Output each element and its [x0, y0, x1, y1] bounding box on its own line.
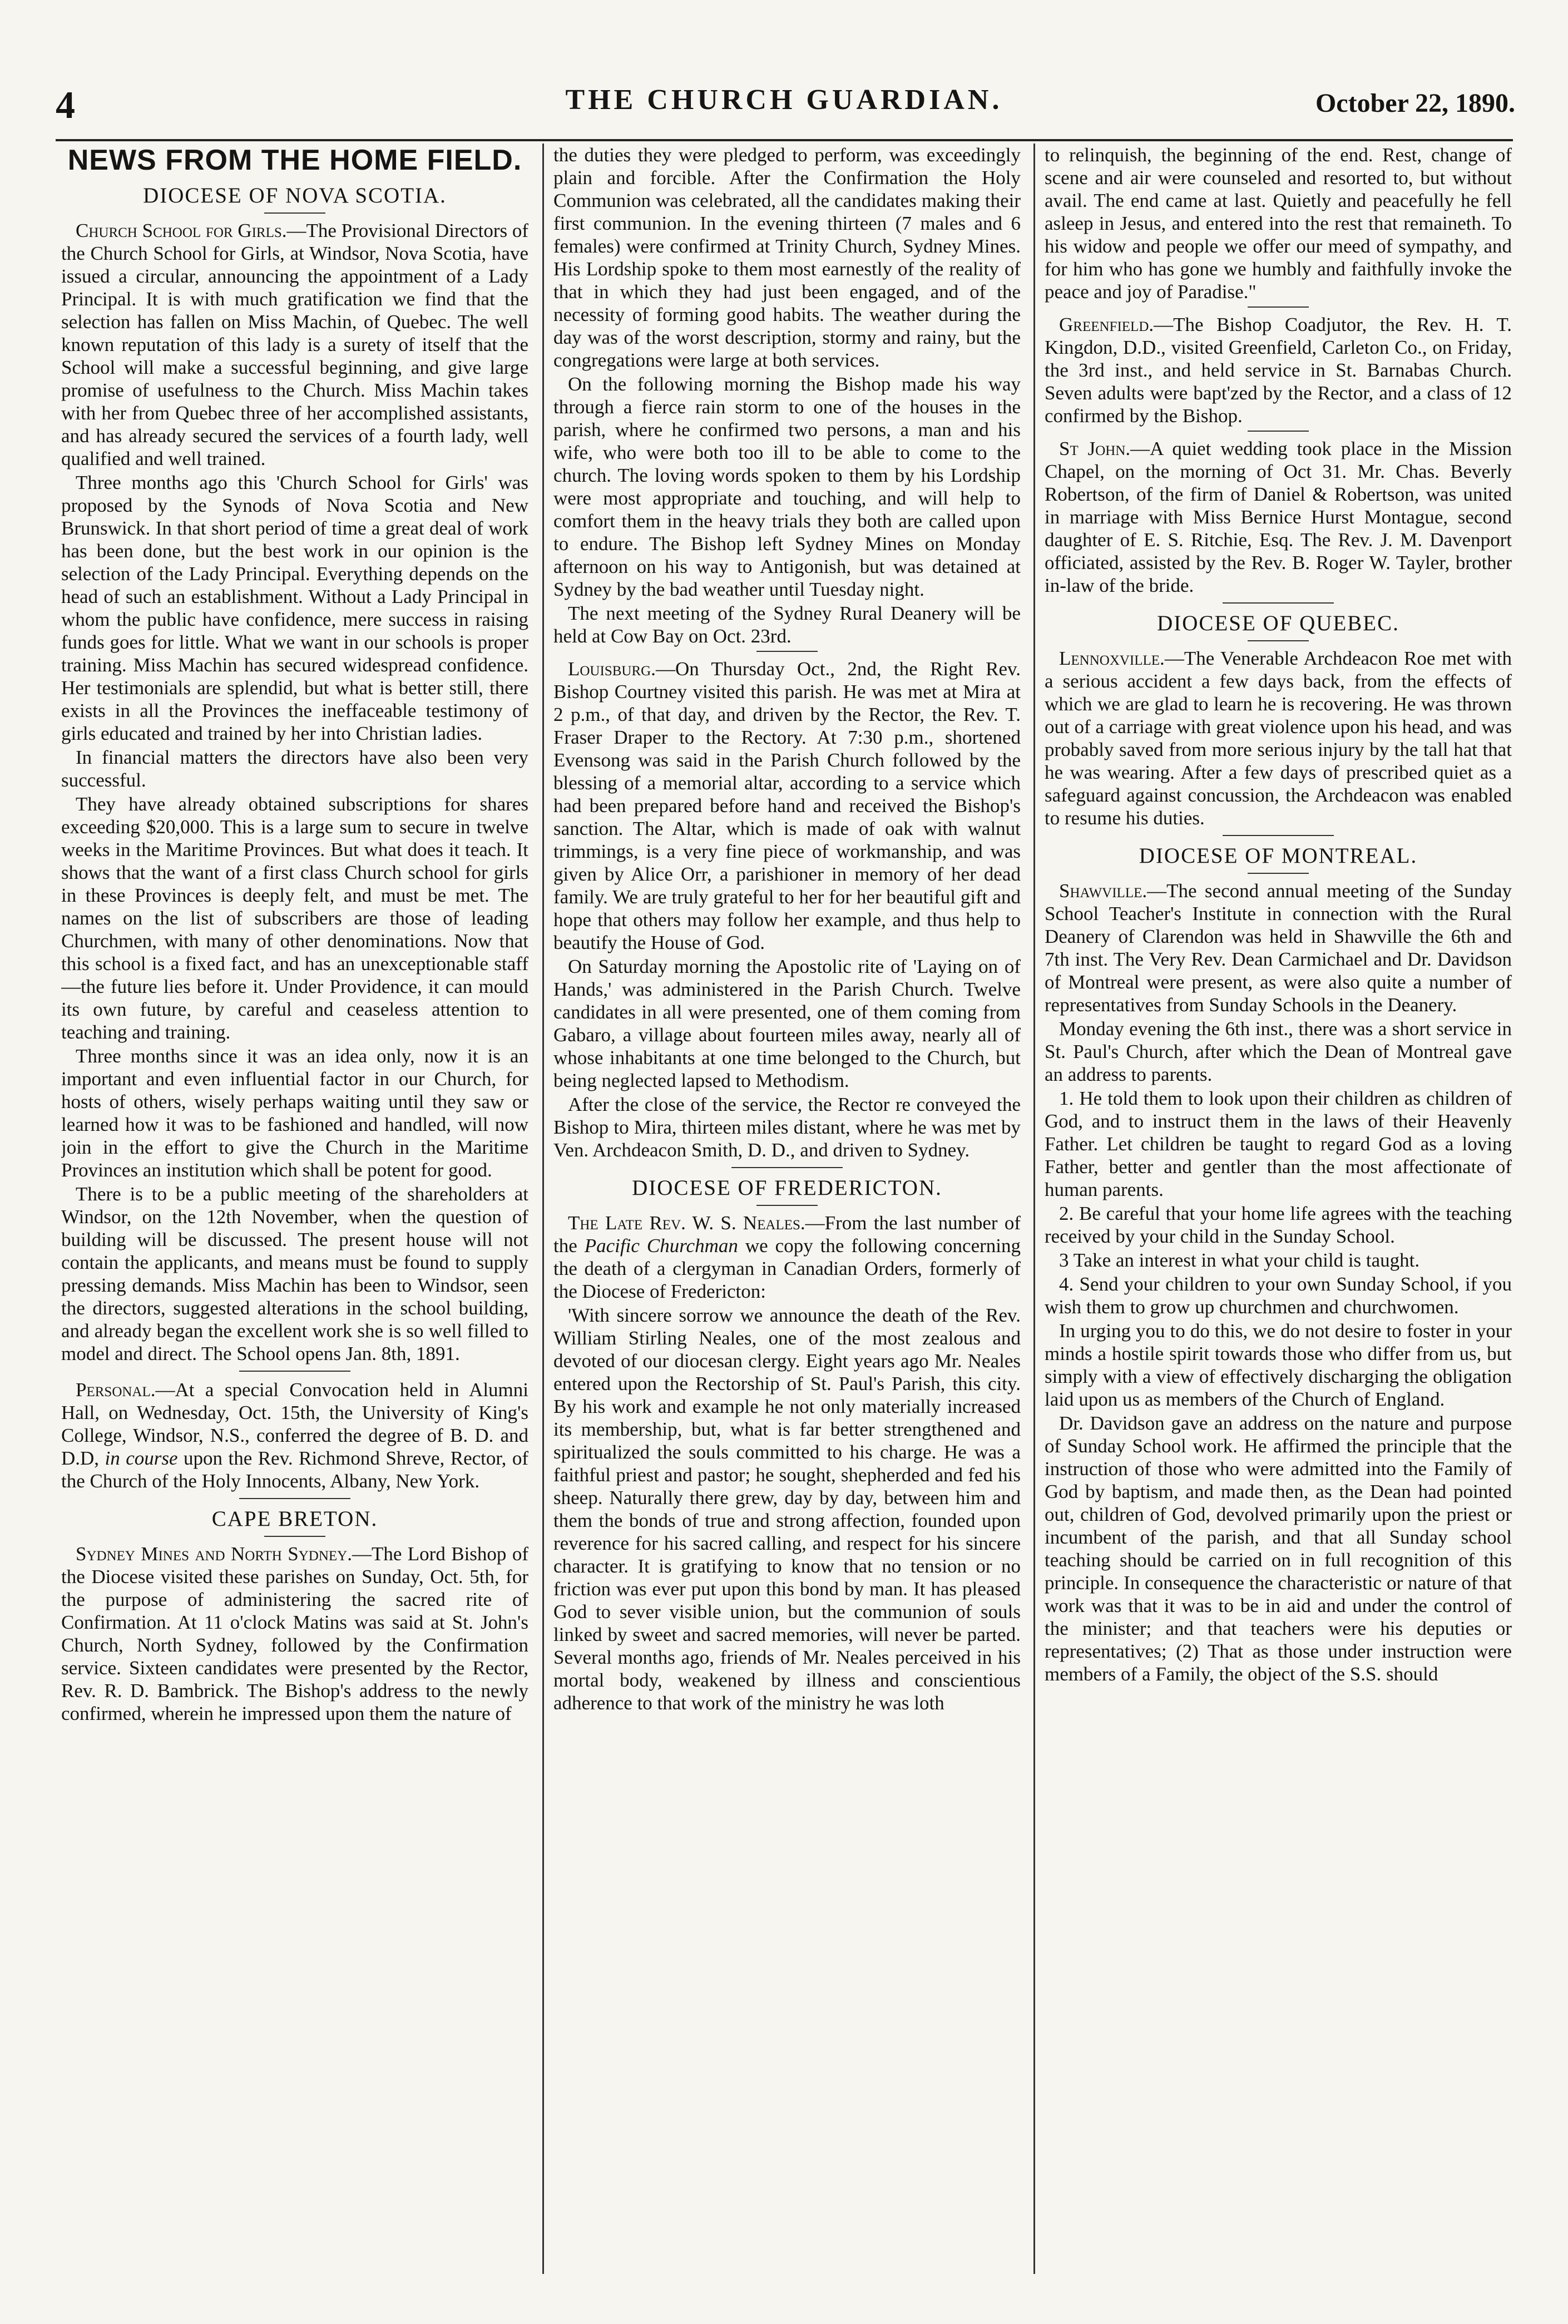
section-heading: DIOCESE OF NOVA SCOTIA. — [143, 184, 447, 207]
article-paragraph: On Saturday morning the Apostolic rite of 'Laying on of Hands,' was administered in the Parish Church. Twelve candidates in all were presented, one of them coming from Gabaro, a village about fourteen miles away, nearly all of whose inhabitants at one time belonged to the Church, but being neglected lapsed to Methodism. — [553, 956, 1021, 1091]
article-paragraph: Three months since it was an idea only, now it is an important and even influential factor in our Church, for hosts of others, wisely perhaps waiting until they saw or learned how it was to be fashioned and handled, will now join in the effort to give the Church in the Maritime Provinces an institution which shall be potent for good. — [61, 1045, 528, 1181]
article-paragraph: In financial matters the directors have also been very successful. — [61, 746, 528, 791]
article-paragraph: 3 Take an interest in what your child is taught. — [1059, 1249, 1420, 1271]
article-paragraph: St John.—A quiet wedding took place in the Mission Chapel, on the morning of Oct 31. Mr. Chas. Beverly Robertson, of the firm of Daniel & Robertson, was united in marriage with Miss Bernice Hurst Montague, second daughter of E. S. Ritchie, Esq. The Rev. J. M. Davenport officiated, assisted by the Rev. B. Roger W. Tayler, brother in-law of the bride. — [1045, 438, 1512, 596]
divider — [731, 1167, 843, 1168]
article-paragraph: Greenfield.—The Bishop Coadjutor, the Rev. H. T. Kingdon, D.D., visited Greenfield, Carleton Co., on Friday, the 3rd inst., and held service in St. Barnabas Church. Seven adults were bapt'zed by the Rector, and a class of 12 confirmed by the Bishop. — [1045, 314, 1512, 427]
masthead — [0, 83, 1568, 133]
article-paragraph: 'With sincere sorrow we announce the death of the Rev. William Stirling Neales, one of the most zealous and devoted of our diocesan clergy. Eight years ago Mr. Neales entered upon the Rectorship of St. Paul's Parish, this city. By his work and example he not only materially increased its membership, but, what is far better strengthened and spiritualized the souls committed to his charge. He was a faithful priest and pastor; he sought, shepherded and fed his sheep. Naturally there grew, day by day, between him and them the bonds of true and strong affection, founded upon reverence for his sacred calling, and respect for his sincere character. It is gratifying to know that no tension or no friction was ever put upon this bond by man. It has pleased God to sever visible union, but the communion of souls linked by sweet and sacred memories, will never be parted. Several months ago, friends of Mr. Neales perceived in his mortal body, weakened by illness and conscientious adherence to that work of the ministry he was loth — [553, 1304, 1021, 1714]
divider — [1248, 306, 1309, 308]
article-paragraph: the duties they were pledged to perform, was exceedingly plain and forcible. After the Confirmation the Holy Communion was celebrated, all the candidates making their first communion. In the evening thirteen (7 males and 6 females) were confirmed at Trinity Church, Sydney Mines. His Lordship spoke to them most earnestly of the reality of that in which they had just been engaged, and of the necessity of forming good habits. The weather during the day was of the worst description, stormy and rainy, but the congregations were large at both services. — [553, 144, 1021, 371]
divider — [1248, 431, 1309, 432]
divider — [1223, 602, 1334, 604]
column-2 — [553, 144, 1021, 2274]
main-headline: NEWS FROM THE HOME FIELD. — [67, 144, 522, 176]
column-rule — [542, 144, 544, 2274]
top-rule — [56, 139, 1513, 141]
divider — [756, 1205, 818, 1206]
divider — [239, 1371, 350, 1372]
article-paragraph: In urging you to do this, we do not desire to foster in your minds a hostile spirit towards those who differ from us, but simply with a view of effectively discharging the obligation laid upon us as members of the Church of England. — [1045, 1320, 1512, 1410]
divider — [1223, 835, 1334, 836]
divider — [1248, 640, 1309, 641]
article-paragraph: Personal.—At a special Convocation held in Alumni Hall, on Wednesday, Oct. 15th, the University of King's College, Windsor, N.S., conferred the degree of B. D. and D.D, in course upon the Rev. Richmond Shreve, Rector, of the Church of the Holy Innocents, Albany, New York. — [61, 1379, 528, 1492]
article-paragraph: 4. Send your children to your own Sunday School, if you wish them to grow up churchmen and churchwomen. — [1045, 1273, 1512, 1318]
section-heading: DIOCESE OF QUEBEC. — [1157, 611, 1399, 635]
issue-date: October 22, 1890. — [1315, 88, 1515, 118]
divider — [239, 1498, 350, 1499]
divider — [756, 651, 818, 652]
article-paragraph: There is to be a public meeting of the shareholders at Windsor, on the 12th November, when the question of building will be discussed. The present house will not contain the applicants, and means must be found to supply pressing demands. Miss Machin has been to Windsor, seen the directors, suggested alterations in the school building, and already began the excellent work she is so well filled to model and direct. The School opens Jan. 8th, 1891. — [61, 1183, 528, 1364]
article-paragraph: to relinquish, the beginning of the end. Rest, change of scene and air were counseled and resorted to, but without avail. The end came at last. Quietly and peacefully he fell asleep in Jesus, and entered into the rest that remaineth. To his widow and people we offer our meed of sympathy, and for him who has gone we humbly and faithfully invoke the peace and joy of Paradise." — [1045, 144, 1512, 303]
article-paragraph: The Late Rev. W. S. Neales.—From the last number of the Pacific Churchman we copy the following concerning the death of a clergyman in Canadian Orders, formerly of the Diocese of Fredericton: — [553, 1212, 1021, 1302]
article-paragraph: On the following morning the Bishop made his way through a fierce rain storm to one of the houses in the parish, where he confirmed two persons, a man and his wife, who were both too ill to be able to come to the church. The loving words spoken to them by his Lordship were most appropriate and touching, and will help to comfort them in the heavy trials they both are called upon to endure. The Bishop left Sydney Mines on Monday afternoon on his way to Antigonish, but was detained at Sydney by the bad weather until Tuesday night. — [553, 373, 1021, 600]
section-heading: DIOCESE OF MONTREAL. — [1139, 844, 1418, 868]
divider — [264, 212, 325, 214]
section-heading: CAPE BRETON. — [211, 1507, 378, 1531]
article-paragraph: Church School for Girls.—The Provisional Directors of the Church School for Girls, at Windsor, Nova Scotia, have issued a circular, announcing the appointment of a Lady Principal. It is with much gratification we find that the selection has fallen on Miss Machin, of Quebec. The well known reputation of this lady is a surety of itself that the School will make a successful beginning, and give large promise of usefulness to the Church. Miss Machin takes with her from Quebec three of her accomplished assistants, and has already secured the services of a fourth lady, well qualified and well trained. — [61, 220, 528, 469]
article-paragraph: 2. Be careful that your home life agrees with the teaching received by your child in the Sunday School. — [1045, 1203, 1512, 1247]
article-paragraph: 1. He told them to look upon their children as children of God, and to instruct them in the laws of their Heavenly Father. Let children be taught to regard God as a loving Father, better and gentler than the most affectionate of human parents. — [1045, 1087, 1512, 1200]
divider — [264, 1536, 325, 1537]
masthead-title: THE CHURCH GUARDIAN. — [565, 84, 1003, 116]
column-3 — [1045, 144, 1512, 2274]
section-heading: DIOCESE OF FREDERICTON. — [632, 1176, 942, 1200]
article-paragraph: Louisburg.—On Thursday Oct., 2nd, the Right Rev. Bishop Courtney visited this parish. He was met at Mira at 2 p.m., of that day, and driven by the Rector, the Rev. T. Fraser Draper to the Rectory. At 7:30 p.m., shortened Evensong was said in the Parish Church followed by the blessing of a memorial altar, according to a service which had been prepared before hand and received the Bishop's sanction. The Altar, which is made of oak with walnut trimmings, is a very fine piece of workmanship, and was given by Alice Orr, a parishioner in memory of her dead family. We are truly grateful to her for her beautiful gift and hope that others may follow her example, and thus help to beautify the House of God. — [553, 658, 1021, 953]
article-paragraph: Sydney Mines and North Sydney.—The Lord Bishop of the Diocese visited these parishes on Sunday, Oct. 5th, for the purpose of administering the sacred rite of Confirmation. At 11 o'clock Matins was said at St. John's Church, North Sydney, followed by the Confirmation service. Sixteen candidates were presented by the Rector, Rev. R. D. Bambrick. The Bishop's address to the newly confirmed, wherein he impressed upon them the nature of — [61, 1543, 528, 1724]
page-number: 4 — [56, 84, 75, 127]
article-paragraph: After the close of the service, the Rector re conveyed the Bishop to Mira, thirteen miles distant, where he was met by Ven. Archdeacon Smith, D. D., and driven to Sydney. — [553, 1094, 1021, 1161]
article-paragraph: The next meeting of the Sydney Rural Deanery will be held at Cow Bay on Oct. 23rd. — [553, 602, 1021, 647]
article-paragraph: Shawville.—The second annual meeting of the Sunday School Teacher's Institute in connection with the Rural Deanery of Clarendon was held in Shawville the 6th and 7th inst. The Very Rev. Dean Carmichael and Dr. Davidson of Montreal were present, as were also quite a number of representatives from Sunday Schools in the Deanery. — [1045, 880, 1512, 1016]
divider — [1248, 873, 1309, 874]
article-paragraph: Dr. Davidson gave an address on the nature and purpose of Sunday School work. He affirmed the principle that the instruction of those who were admitted into the Family of God by baptism, and made then, as the Dean had pointed out, children of God, devolved primarily upon the priest or incumbent of the parish, and that all Sunday school teaching should be carried on in full recognition of this principle. In consequence the characteristic or nature of that work was that it was to be in aid and under the control of the minister; and that teachers were his deputies or representatives; (2) That as those under instruction were members of a Family, the object of the S.S. should — [1045, 1412, 1512, 1685]
article-paragraph: Three months ago this 'Church School for Girls' was proposed by the Synods of Nova Scotia and New Brunswick. In that short period of time a great deal of work has been done, but the best work in our opinion is the selection of the Lady Principal. Everything depends on the head of such an establishment. Without a Lady Principal in whom the public have confidence, mere success in raising funds goes for little. What we want in our schools is proper training. Miss Machin has secured widespread confidence. Her testimonials are splendid, but what is better still, there exists in all the Provinces the ineffaceable testimony of girls educated and trained by her into Christian ladies. — [61, 472, 528, 744]
article-paragraph: Monday evening the 6th inst., there was a short service in St. Paul's Church, after which the Dean of Montreal gave an address to parents. — [1045, 1018, 1512, 1085]
article-paragraph: They have already obtained subscriptions for shares exceeding $20,000. This is a large sum to secure in twelve weeks in the Maritime Provinces. But what does it teach. It shows that the want of a first class Church school for girls in these Provinces is deeply felt, and must be met. The names on the list of subscribers are those of leading Churchmen, with many of other denominations. Now that this school is a fixed fact, and has an unexceptionable staff—the future lies before it. Under Providence, it can mould its own future, by careful and ceaseless attention to teaching and training. — [61, 793, 528, 1043]
article-paragraph: Lennoxville.—The Venerable Archdeacon Roe met with a serious accident a few days back, from the effects of which we are glad to learn he is recovering. He was thrown out of a carriage with great violence upon his head, and was probably saved from more serious injury by the tall hat that he was wearing. After a few days of prescribed quiet as a safeguard against concussion, the Archdeacon was enabled to resume his duties. — [1045, 647, 1512, 829]
column-rule — [1033, 144, 1035, 2274]
column-1 — [61, 144, 528, 2274]
